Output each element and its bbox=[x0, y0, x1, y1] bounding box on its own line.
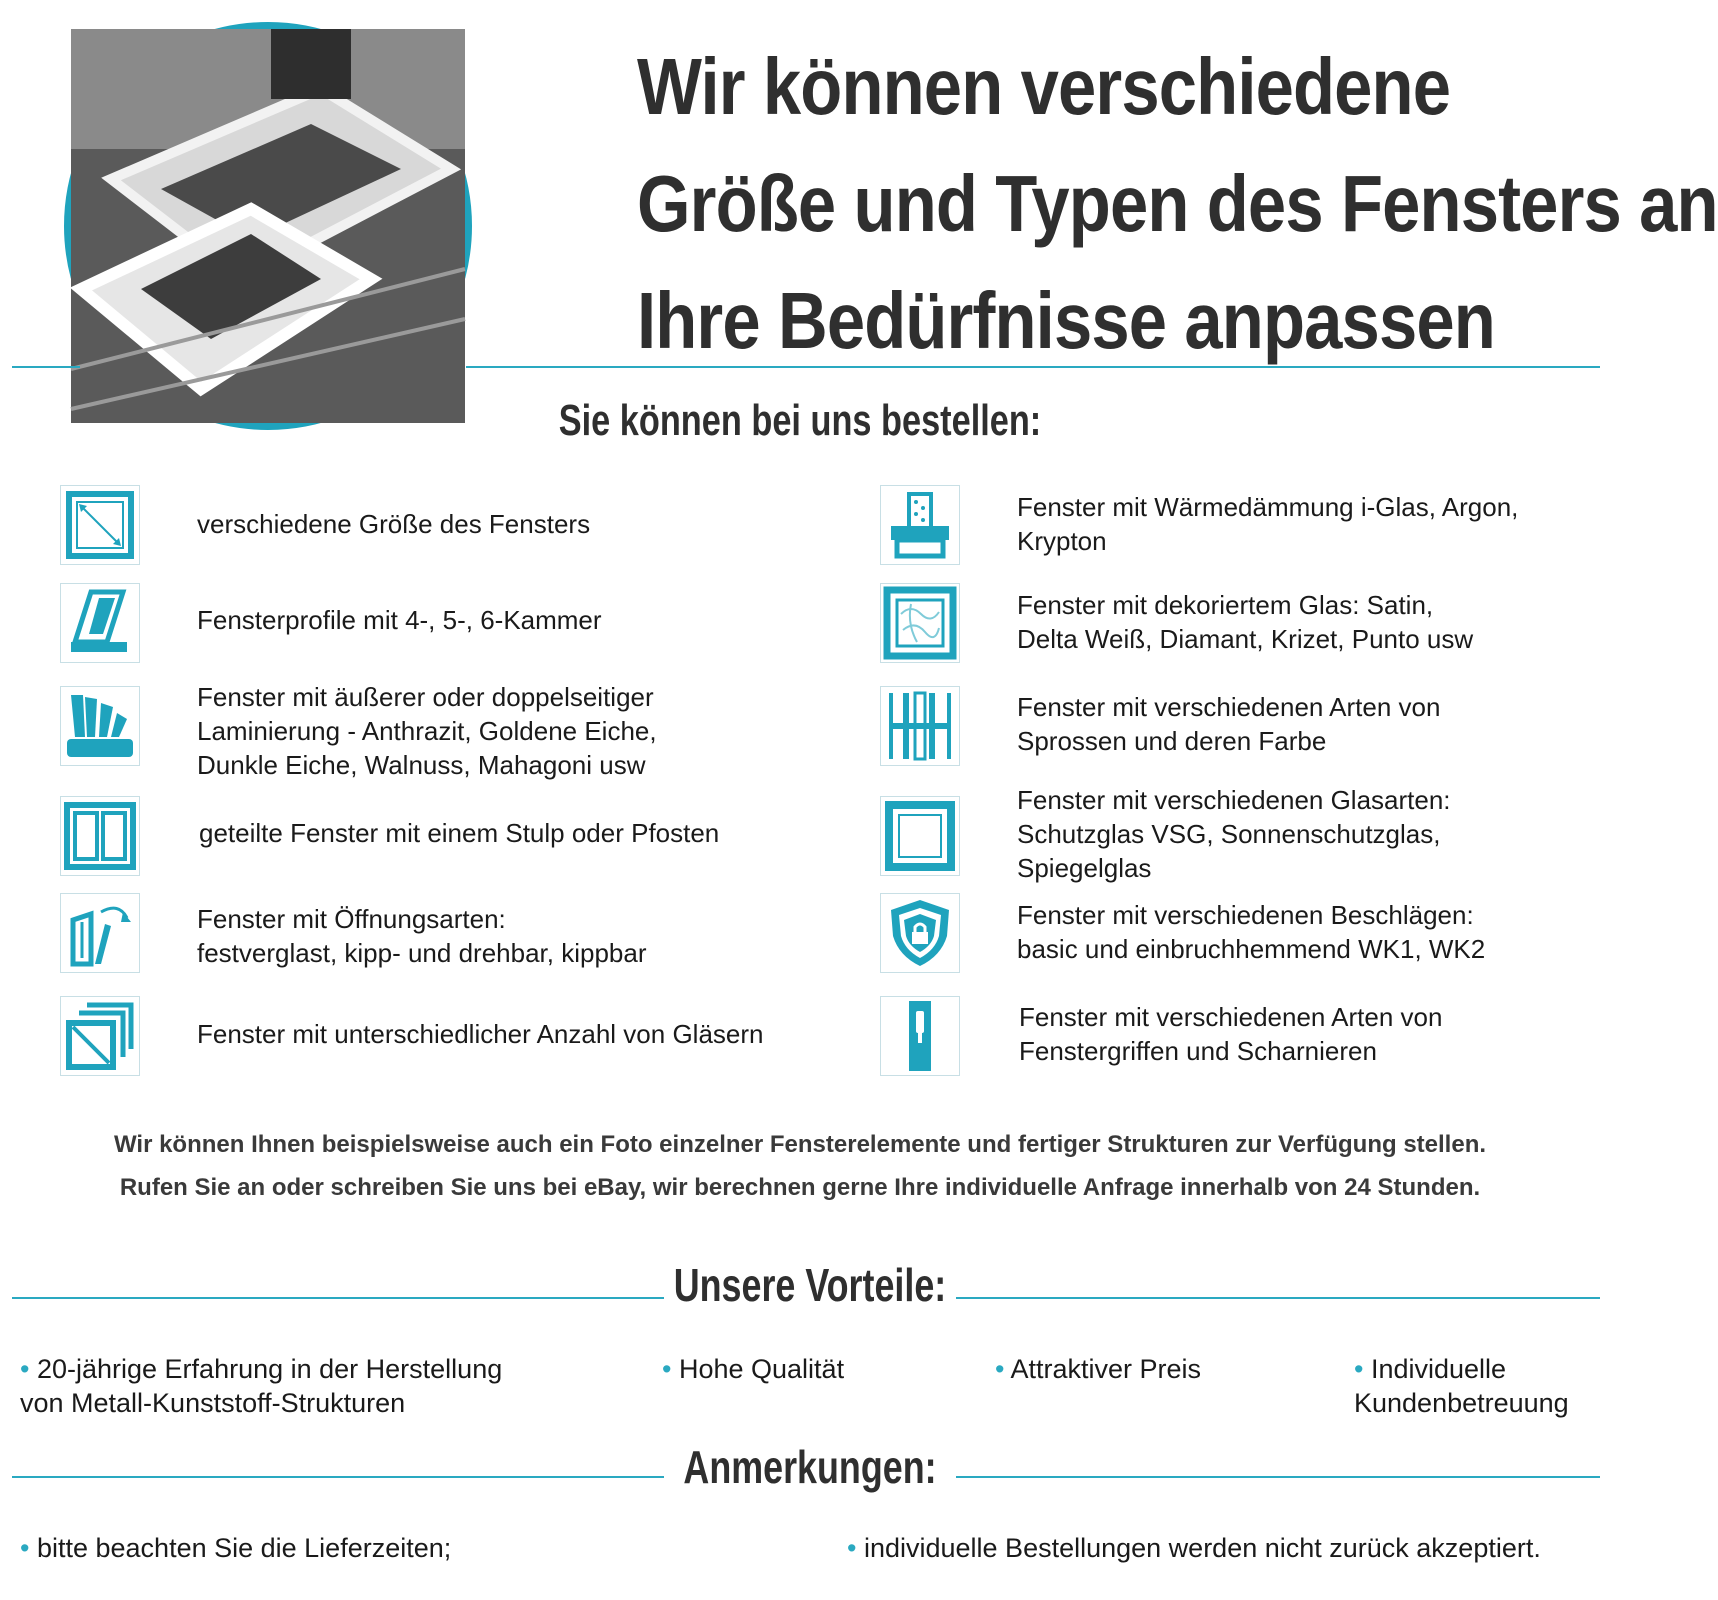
order-item-text: Fenster mit Öffnungsarten: festverglast, kipp- und drehbar, kippbar bbox=[197, 904, 647, 968]
headline-line-2: Größe und Typen des Fensters an bbox=[637, 159, 1718, 248]
advantage-item: • Individuelle Kundenbetreuung bbox=[1354, 1354, 1569, 1418]
order-item-text: Fenster mit Wärmedämmung i-Glas, Argon, Krypton bbox=[1017, 492, 1519, 556]
size-diagonal-icon bbox=[60, 485, 140, 565]
bullet-icon: • bbox=[995, 1354, 1005, 1384]
order-item-text: Fenster mit verschiedenen Arten von Sprossen und deren Farbe bbox=[1017, 692, 1441, 756]
bullet-icon: • bbox=[662, 1354, 672, 1384]
note-item: • bitte beachten Sie die Lieferzeiten; bbox=[20, 1533, 452, 1563]
headline-line-1: Wir können verschiedene bbox=[637, 42, 1451, 131]
divider-line bbox=[12, 1476, 664, 1478]
bullet-icon: • bbox=[1354, 1354, 1364, 1384]
split-window-icon bbox=[60, 796, 140, 876]
order-section-title: Sie können bei uns bestellen: bbox=[558, 396, 1042, 445]
decorated-glass-icon bbox=[880, 583, 960, 663]
order-item-text: Fensterprofile mit 4-, 5-, 6-Kammer bbox=[197, 605, 602, 635]
advantages-title: Unsere Vorteile: bbox=[673, 1259, 947, 1311]
advantage-item: • Hohe Qualität bbox=[662, 1354, 845, 1384]
notes-title: Anmerkungen: bbox=[683, 1441, 937, 1493]
headline bbox=[637, 28, 1718, 379]
divider-line bbox=[12, 366, 80, 368]
bullet-icon: • bbox=[20, 1354, 30, 1384]
opening-type-icon bbox=[60, 893, 140, 973]
order-item-text: Fenster mit unterschiedlicher Anzahl von Gläsern bbox=[197, 1019, 764, 1049]
divider-line bbox=[12, 1297, 664, 1299]
headline-line-3: Ihre Bedürfnisse anpassen bbox=[637, 276, 1495, 365]
note-item: • individuelle Bestellungen werden nicht zurück akzeptiert. bbox=[847, 1533, 1541, 1563]
color-fan-icon bbox=[60, 686, 140, 766]
order-item-text: Fenster mit verschiedenen Arten von Fenstergriffen und Scharnieren bbox=[1019, 1002, 1443, 1066]
divider-line bbox=[956, 1297, 1600, 1299]
order-item-text: Fenster mit verschiedenen Beschlägen: basic und einbruchhemmend WK1, WK2 bbox=[1017, 900, 1486, 964]
glass-layers-icon bbox=[60, 996, 140, 1076]
window-handle-icon bbox=[880, 996, 960, 1076]
order-item-text: Fenster mit äußerer oder doppelseitiger Laminierung - Anthrazit, Goldene Eiche, Dunkle Eiche, Walnuss, Mahagoni usw bbox=[197, 682, 657, 780]
security-shield-icon bbox=[880, 893, 960, 973]
insulated-glass-icon bbox=[880, 485, 960, 565]
advantage-item: • 20-jährige Erfahrung in der Herstellung von Metall-Kunststoff-Strukturen bbox=[20, 1354, 503, 1418]
glass-type-icon bbox=[880, 796, 960, 876]
divider-line bbox=[466, 366, 1600, 368]
info-line-2: Rufen Sie an oder schreiben Sie uns bei eBay, wir berechnen gerne Ihre individuelle Anfrage innerhalb von 24 Stunden. bbox=[119, 1174, 1481, 1201]
bullet-icon: • bbox=[20, 1533, 30, 1563]
divider-line bbox=[956, 1476, 1600, 1478]
header-photo bbox=[64, 22, 472, 430]
order-item-text: verschiedene Größe des Fensters bbox=[197, 509, 591, 539]
order-item-text: Fenster mit dekoriertem Glas: Satin, Delta Weiß, Diamant, Krizet, Punto usw bbox=[1017, 590, 1474, 654]
advantage-item: • Attraktiver Preis bbox=[995, 1354, 1202, 1384]
window-profile-icon bbox=[60, 583, 140, 663]
order-item-text: Fenster mit verschiedenen Glasarten: Schutzglas VSG, Sonnenschutzglas, Spiegelglas bbox=[1017, 785, 1451, 883]
info-line-1: Wir können Ihnen beispielsweise auch ein Foto einzelner Fensterelemente und fertiger Strukturen zur Verfügung stellen. bbox=[113, 1131, 1487, 1158]
bullet-icon: • bbox=[847, 1533, 857, 1563]
order-item-text: geteilte Fenster mit einem Stulp oder Pfosten bbox=[199, 818, 720, 848]
muntin-bars-icon bbox=[880, 686, 960, 766]
